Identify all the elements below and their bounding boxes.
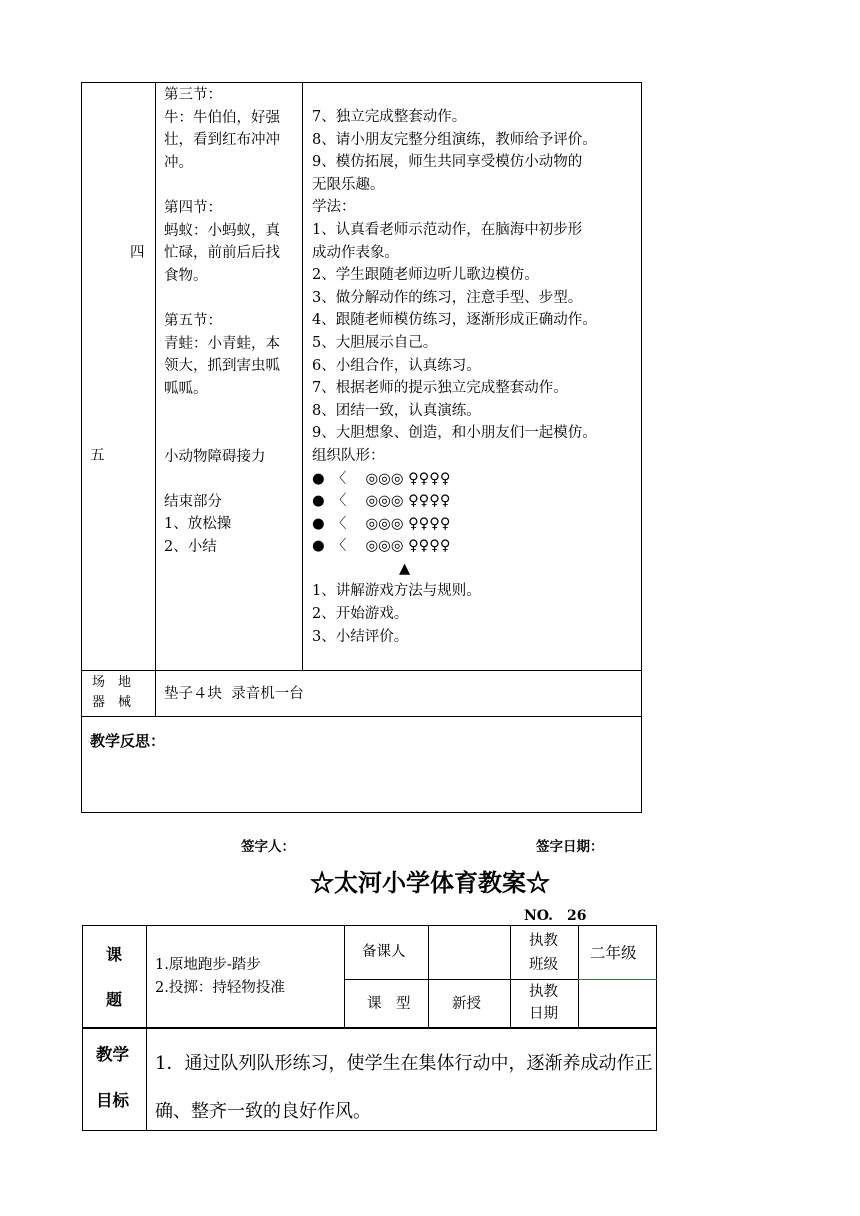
method-line: 3、做分解动作的练习，注意手型、步型。 xyxy=(312,289,583,306)
lower-table-divider xyxy=(578,925,579,1027)
content-line: 食物。 xyxy=(164,267,208,284)
content-line: 忙碌，前前后后找 xyxy=(164,245,280,262)
topic-line: 1.原地跑步-踏步 xyxy=(155,957,261,973)
type-value: 新授 xyxy=(452,996,481,1012)
topic-lines xyxy=(155,955,285,1000)
content-line: 呱呱。 xyxy=(164,380,208,397)
goal-label-2: 目标 xyxy=(96,1091,129,1110)
content-line: 第三节： xyxy=(164,87,222,103)
upper-table-divider xyxy=(302,82,303,670)
lesson-number: NO. 26 xyxy=(524,908,587,924)
venue-value: 垫子４块 录音机一台 xyxy=(164,686,304,702)
page-title: ☆太河小学体育教案☆ xyxy=(310,868,550,897)
upper-table-divider xyxy=(81,716,642,717)
date-label-2: 日期 xyxy=(529,1006,558,1022)
content-line: 领大，抓到害虫呱 xyxy=(164,358,280,375)
content-line: 2、小结 xyxy=(164,538,217,555)
method-column xyxy=(312,106,642,648)
date-label-1: 执教 xyxy=(529,984,558,1000)
preparer-label: 备课人 xyxy=(362,944,406,960)
formation-row: ● 〈 ◎◎◎ ♀♀♀♀ xyxy=(312,538,451,555)
content-line: 青蛙：小青蛙，本 xyxy=(164,335,280,352)
lower-table-divider xyxy=(578,979,657,980)
content-line: 1、放松操 xyxy=(164,516,232,533)
type-label: 课 型 xyxy=(367,996,411,1012)
content-line: 小动物障碍接力 xyxy=(164,448,266,465)
formation-row: ● 〈 ◎◎◎ ♀♀♀♀ xyxy=(312,493,451,510)
content-line: 牛：牛伯伯，好强 xyxy=(164,109,280,126)
method-line: 2、学生跟随老师边听儿歌边模仿。 xyxy=(312,267,539,284)
topic-label-1: 课 xyxy=(106,945,123,964)
goal-label-1: 教学 xyxy=(96,1045,129,1064)
method-line: 1、认真看老师示范动作，在脑海中初步形 xyxy=(312,221,583,238)
content-line: 第五节： xyxy=(164,312,222,329)
method-line: 5、大胆展示自己。 xyxy=(312,334,438,351)
lower-table-divider xyxy=(344,925,345,1027)
formation-row: ● 〈 ◎◎◎ ♀♀♀♀ xyxy=(312,515,451,532)
content-line: 冲。 xyxy=(164,154,193,171)
lower-table-divider xyxy=(510,925,511,1027)
content-column xyxy=(164,84,300,558)
method-line: 9、大胆想象、创造，和小朋友们一起模仿。 xyxy=(312,425,597,442)
method-line: 7、独立完成整套动作。 xyxy=(312,109,467,125)
content-line xyxy=(164,423,300,446)
section-five-label: 五 xyxy=(90,448,105,464)
game-line: 2、开始游戏。 xyxy=(312,606,409,623)
topic-label-2: 题 xyxy=(106,990,123,1009)
content-line: 蚂蚁：小蚂蚁，真 xyxy=(164,222,280,239)
signer-label: 签字人： xyxy=(241,839,295,855)
method-line: 组织队形： xyxy=(312,447,385,464)
venue-label-2: 器 械 xyxy=(92,695,132,710)
method-line: 6、小组合作，认真练习。 xyxy=(312,357,481,374)
topic-line: 2.投掷：持轻物投准 xyxy=(155,979,285,996)
content-line: 壮，看到红布冲冲 xyxy=(164,132,280,149)
class-value: 二年级 xyxy=(590,944,637,962)
method-line: 8、团结一致，认真演练。 xyxy=(312,402,481,419)
sign-date-label: 签字日期： xyxy=(536,839,604,855)
method-line: 4、跟随老师模仿练习，逐渐形成正确动作。 xyxy=(312,312,597,329)
venue-label-1: 场 地 xyxy=(92,675,132,690)
content-line xyxy=(164,400,300,423)
lower-table-divider xyxy=(428,925,429,1027)
method-line: 7、根据老师的提示独立完成整套动作。 xyxy=(312,380,568,397)
content-line: 第四节： xyxy=(164,199,222,216)
section-four-label: 四 xyxy=(130,245,145,261)
game-line: 1、讲解游戏方法与规则。 xyxy=(312,583,481,600)
teacher-marker: ▲ xyxy=(399,560,411,577)
upper-table-divider xyxy=(81,670,642,671)
class-label-1: 执教 xyxy=(529,933,558,949)
upper-table-divider xyxy=(155,82,156,716)
formation-row: ● 〈 ◎◎◎ ♀♀♀♀ xyxy=(312,470,451,487)
reflection-label: 教学反思： xyxy=(90,732,166,750)
method-line: 9、模仿拓展，师生共同享受模仿小动物的 xyxy=(312,154,583,171)
game-line: 3、小结评价。 xyxy=(312,628,409,645)
content-line xyxy=(164,468,300,491)
content-line xyxy=(164,174,300,197)
goal-text: 1．通过队列队形练习，使学生在集体行动中，逐渐养成动作正确、整齐一致的良好作风。 xyxy=(155,1053,653,1122)
class-label-2: 班级 xyxy=(529,957,558,973)
lower-table-divider xyxy=(82,1027,657,1029)
method-line: 8、请小朋友完整分组演练，教师给予评价。 xyxy=(312,131,597,148)
method-line: 无限乐趣。 xyxy=(312,176,385,193)
method-line: 成动作表象。 xyxy=(312,244,399,261)
method-line: 学法： xyxy=(312,199,356,216)
content-line: 结束部分 xyxy=(164,493,222,510)
lower-table-divider xyxy=(344,979,578,980)
content-line xyxy=(164,287,300,310)
